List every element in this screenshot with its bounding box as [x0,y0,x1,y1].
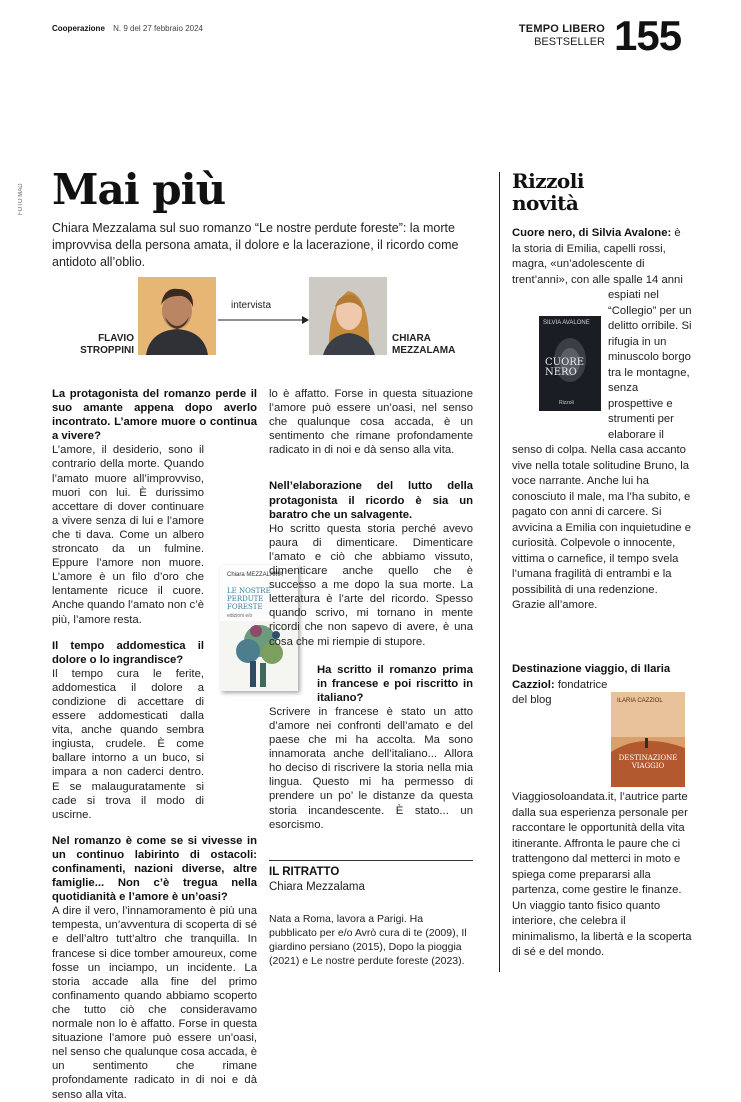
photo-credit: FOTO MAD [18,183,24,215]
section-divider [269,860,473,861]
answer: Scrivere in francese è stato un atto d’amore nei confronti dell’amato e del paese che mi ha accolta. Ma sono innamorata anche dell’italiano... Allora ho deciso di riscrivere la storia nella mia lingua. Questo mi ha permesso di prendere un po’ le distanze da questa storia incandescente. È stato... un esorcismo. [269,705,473,831]
portrait-bio: Nata a Roma, lavora a Parigi. Ha pubblicato per e/o Avrò cura di te (2009), Il giardino persiano (2015), Dopo la pioggia (2021) e Le nostre perdute foreste (2023). [269,913,467,967]
interviewer-name: FLAVIO STROPPINI [80,333,134,356]
answer: Il tempo cura le ferite, addomestica il dolore a condizione di accettare di essere addomesticati dalla vita, anche quando sembra ingiusta, crudele. È come ballare intorno a un buco, si impara a non caderci dentro. E se malauguratamente si cade si trova il modo di uscirne. [52,667,204,821]
issue-info: N. 9 del 27 febbraio 2024 [113,24,203,33]
answer-continued: lo è affatto. Forse in questa situazione l’amore può essere un’oasi, nel senso che qualunque cosa accada, è un sentimento che rimane profondamente radicato in di noi e dà senso alla vita. [269,388,473,457]
publication-name: Cooperazione [52,24,105,33]
header-issue-line [52,24,203,33]
answer: Ho scritto questa storia perché avevo paura di dimenticare. Dimenticare l’amato e ciò che abbiamo vissuto, dimenticare anche quello che è successo a me dopo la sua morte. La letteratura è l’arte del ricordo. Spesso quando scrivo, mi tornano in mente ricordi che non sapevo di avere, è una cosa che mi riempie di stupore. [269,522,473,648]
question: Nel romanzo è come se si vivesse in un continuo labirinto di ostacoli: confinamenti, nazioni diverse, altre famiglie... Non c’è tregua nella quotidianità e l’amore è un’oasi? [52,834,257,904]
question: La protagonista del romanzo perde il suo amante appena dopo averlo incontrato. L’amore muore o continua a vivere? [52,388,257,443]
cover-title: CUORE NERO [545,357,585,378]
interview-label: intervista [231,300,272,311]
book-heading: Cuore nero, di Silvia Avalone: [512,227,672,239]
interviewee-photo [309,277,387,355]
sidebar-title: Rizzoli novità [512,169,584,215]
book-cover-cuore-nero [539,316,601,411]
section-name: TEMPO LIBERO [518,23,605,35]
article-lead: Chiara Mezzalama sul suo romanzo “Le nostre perdute foreste”: la morte improvvisa della persona amata, il dolore e la lacerazione, il ricordo come antidoto all’oblio. [52,221,459,269]
article-column-2 [269,387,473,832]
answer: A dire il vero, l’innamoramento è più una tempesta, un’avventura di scoperta di sé e dell’altro tutt’altro che tranquilla. In francese si dice tomber amoureux, come fosse un inciampo, un incidente. La storia accade alla fine del primo confinamento quando abbiamo scoperto che tutto ciò che consideravamo normale non lo è affatto. Forse in questa situazione l’amore può essere un’oasi, nel senso che qualunque cosa accada, è un sentimento che rimane profondamente radicato in di noi e dà senso alla vita. [52,905,257,1101]
interviewer-photo [138,277,216,355]
portrait-heading: IL RITRATTO [269,866,340,878]
question: Nell’elaborazione del lutto della protagonista il ricordo è sia un baratro che un salvagente. [269,480,473,521]
question: Ha scritto il romanzo prima in francese e poi riscritto in italiano? [317,663,473,704]
answer: L’amore, il desiderio, sono il contrario della morte. Quando l’amato muore all’improvviso, muori con lui. È durissimo accettare di dover continuare a vivere senza di lui e l’amore che ti dava. Come un albero stroncato da un fulmine. Eppure l’amore non muore. L’amore è un filo d’oro che lentamente ricuce il cuore. Anche quando l’amato non c’è più, l’amore resta. [52,444,204,626]
cover-publisher: edizioni e/o [227,613,253,619]
sidebar-book-1 [512,226,692,614]
book-heading: Destinazione viaggio, di Ilaria Cazziol: [512,663,671,691]
article-title: Mai più [52,165,226,214]
sidebar-divider [499,172,500,972]
portrait-name: Chiara Mezzalama [269,881,365,893]
book-description: è la storia di Emilia, capelli rossi, magra, «un’adolescente di trent’anni», con alle spalle 14 anni espiati nel “Collegio” per un delitto orribile. Si rifugia in un minuscolo borgo tra le montagne, senza prospettive e strumenti per elaborare il senso di colpa. Nella casa accanto vive nella totale solitudine Bruno, la voce narrante. Anche lui ha conosciuto il male, ma l’ha subito, e pagato con anni di carcere. Si avvicina a Emilia con inquietudine e curiosità. Colpevole o innocente, vittima o carnefice, il tempo svela l’umana fragilità di entrambi e la possibilità di una redenzione. Grazie all’amore. [512,227,692,611]
cover-title: LE NOSTRE PERDUTE FORESTE [227,587,271,611]
book-cover-destinazione-viaggio [611,692,685,787]
interview-arrow [218,315,310,325]
question: Il tempo addomestica il dolore o lo ingrandisce? [52,639,204,666]
cover-author: SILVIA AVALONE [543,320,590,326]
cover-author: Chiara MEZZALAMA [227,572,284,578]
article-column-1 [52,387,257,1101]
interviewee-name: CHIARA MEZZALAMA [392,333,456,356]
subsection-name: BESTSELLER [534,36,605,48]
cover-publisher: Rizzoli [559,400,574,406]
book-description: fondatrice del blog Viaggiosoloandata.it, l’autrice parte dalla sua esperienza personale per raccontare le opportunità della vita itinerante. Affronta le paure che ci trattengono dal metterci in moto e spiega come prepararsi alla partenza, come gestire le finanze. Un viaggio tanto fisico quanto interiore, che celebra il minimalismo, la libertà e la scoperta di sé e del mondo. [512,678,692,958]
cover-author: ILARIA CAZZIOL [617,698,663,704]
cover-landscape [611,692,685,787]
cover-title: DESTINAZIONE VIAGGIO [618,754,678,770]
section-label [519,23,605,49]
page-number: 155 [614,12,682,59]
